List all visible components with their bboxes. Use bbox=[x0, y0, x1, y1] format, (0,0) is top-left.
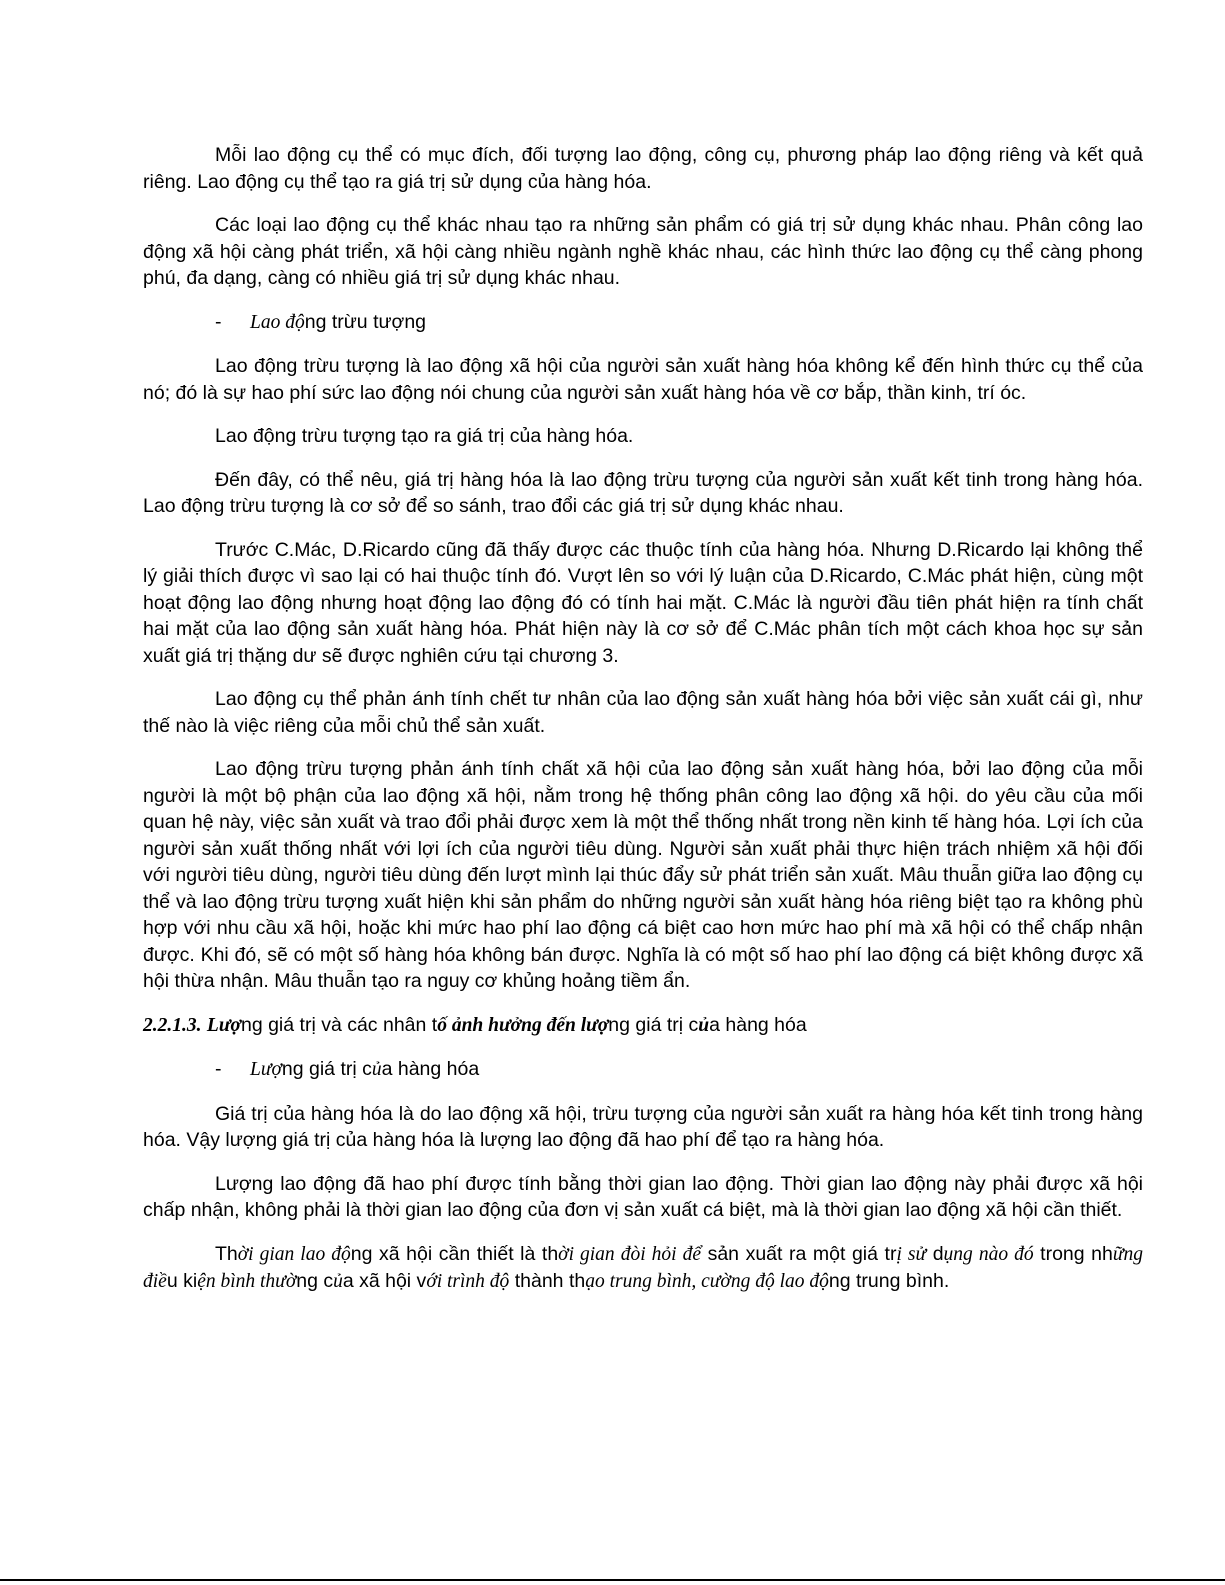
list-item-abstract-labor bbox=[143, 309, 1143, 337]
list-dash: - bbox=[215, 310, 222, 333]
paragraph-value-crystallized: Đến đây, có thể nêu, giá trị hàng hóa là lao động trừu tượng của người sản xuất kết tinh trong hàng hóa. Lao động trừu tượng là cơ sở để so sánh, trao đổi các giá trị sử dụng khác nhau. bbox=[143, 468, 1143, 517]
list-item-plain-part: a hàng hóa bbox=[381, 1058, 480, 1080]
paragraph-concrete-labor-types: Các loại lao động cụ thể khác nhau tạo ra những sản phẩm có giá trị sử dụng khác nhau. Phân công lao động xã hội càng phát triển, xã hội càng nhiều ngành nghề khác nhau, các hình thức lao động cụ thể càng phong phú, đa dạng, càng có nhiều giá trị sử dụng khác nhau. bbox=[143, 214, 1143, 289]
section-number: 2.2.1.3. bbox=[143, 1014, 202, 1036]
list-item-plain-part: ng giá trị c bbox=[281, 1058, 372, 1080]
list-item-italic-part: Lao độ bbox=[250, 311, 305, 333]
text-run: trong nh bbox=[1033, 1242, 1113, 1265]
text-run: d bbox=[926, 1242, 944, 1265]
paragraph-socially-necessary-time bbox=[143, 1241, 1143, 1296]
list-item-italic-part: Lượ bbox=[250, 1059, 282, 1080]
heading-part: ng giá trị c bbox=[608, 1013, 699, 1036]
paragraph-marx-ricardo: Trước C.Mác, D.Ricardo cũng đã thấy được các thuộc tính của hàng hóa. Nhưng D.Ricardo lại không thể lý giải thích được vì sao lại có hai thuộc tính đó. Vượt lên so với lý luận của D.Ricardo, C.Mác phát hiện, cùng một hoạt động lao động nhưng hoạt động lao động đó có tính hai mặt. C.Mác là người đầu tiên phát hiện ra tính chất hai mặt của lao động sản xuất hàng hóa. Phát hiện này là cơ sở để C.Mác phân tích một cách khoa học sự sản xuất giá trị thặng dư sẽ được nghiên cứu tại chương 3. bbox=[143, 538, 1143, 667]
paragraph-abstract-labor-definition: Lao động trừu tượng là lao động xã hội của người sản xuất hàng hóa không kể đến hình thức cụ thể của nó; đó là sự hao phí sức lao động nói chung của người sản xuất hàng hóa về cơ bắp, thần kinh, trí óc. bbox=[143, 355, 1143, 404]
text-run: Th bbox=[215, 1242, 238, 1265]
list-item-italic-part: ủ bbox=[371, 1059, 382, 1080]
text-run: sản xuất ra một giá tr bbox=[701, 1242, 897, 1265]
text-run: ị sử bbox=[896, 1243, 927, 1265]
text-run: thành th bbox=[509, 1270, 586, 1292]
paragraph-concrete-labor-purpose: Mỗi lao động cụ thể có mục đích, đối tượng lao động, công cụ, phương pháp lao động riêng và kết quả riêng. Lao động cụ thể tạo ra giá trị sử dụng của hàng hóa. bbox=[143, 144, 1143, 193]
text-run: ng xã hội cần thiết là th bbox=[350, 1242, 559, 1265]
list-item-value-magnitude bbox=[143, 1056, 1143, 1084]
text-run: ng trung bình. bbox=[828, 1270, 950, 1292]
heading-part: ủ bbox=[698, 1014, 710, 1036]
heading-part: Lượ bbox=[206, 1014, 241, 1036]
text-run: ững điề bbox=[143, 1243, 1143, 1292]
text-run: ời gian đòi hỏi để bbox=[558, 1243, 701, 1265]
text-run: ới trình độ bbox=[426, 1271, 510, 1292]
text-run: ủ bbox=[333, 1271, 343, 1292]
paragraph-private-character: Lao động cụ thể phản ánh tính chết tư nhân của lao động sản xuất hàng hóa bởi việc sản xuất cái gì, như thế nào là việc riêng của mỗi chủ thể sản xuất. bbox=[143, 688, 1143, 737]
paragraph-social-character: Lao động trừu tượng phản ánh tính chất xã hội của lao động sản xuất hàng hóa, bởi lao động của mỗi người là một bộ phận của lao động xã hội, nằm trong hệ thống phân công lao động xã hội. do yêu cầu của mối quan hệ này, việc sản xuất và trao đổi phải được xem là một thể thống nhất trong nền kinh tế hàng hóa. Lợi ích của người sản xuất thống nhất với lợi ích của người tiêu dùng. Người sản xuất phải thực hiện trách nhiệm xã hội đối với người tiêu dùng, người tiêu dùng đến lượt mình lại thúc đẩy sử phát triển sản xuất. Mâu thuẫn giữa lao động cụ thể và lao động trừu tượng xuất hiện khi sản phẩm do những người sản xuất hàng hóa riêng biệt tạo ra không phù hợp với nhu cầu xã hội, hoặc khi mức hao phí lao động cá biệt cao hơn mức hao phí mà xã hội có thể chấp nhận được. Khi đó, sẽ có một số hàng hóa không bán được. Nghĩa là có một số hao phí lao động cá biệt không được xã hội thừa nhận. Mâu thuẫn tạo ra nguy cơ khủng hoảng tiềm ẩn. bbox=[143, 758, 1143, 992]
paragraph-abstract-labor-value: Lao động trừu tượng tạo ra giá trị của hàng hóa. bbox=[215, 425, 634, 447]
list-item-plain-part: ng trừu tượng bbox=[304, 310, 427, 333]
document-page bbox=[143, 142, 1143, 1313]
heading-part: ng giá trị bbox=[240, 1013, 316, 1036]
paragraph-value-of-goods: Giá trị của hàng hóa là do lao động xã hội, trừu tượng của người sản xuất ra hàng hóa kết tinh trong hàng hóa. Vậy lượng giá trị của hàng hóa là lượng lao động đã hao phí để tạo ra hàng hóa. bbox=[143, 1102, 1143, 1151]
text-run: ời gian lao độ bbox=[237, 1243, 351, 1265]
heading-part: và các nhân t bbox=[315, 1013, 438, 1036]
heading-part: ố ảnh hưởng đến lượ bbox=[437, 1014, 609, 1036]
text-run: ện bình thườ bbox=[197, 1271, 297, 1292]
paragraph-labor-time: Lượng lao động đã hao phí được tính bằng thời gian lao động. Thời gian lao động này phải được xã hội chấp nhận, không phải là thời gian lao động của đơn vị sản xuất cá biệt, mà là thời gian lao động xã hội cần thiết. bbox=[143, 1172, 1143, 1221]
text-run: ng c bbox=[296, 1270, 334, 1292]
text-run: a xã hội v bbox=[342, 1270, 427, 1292]
list-dash: - bbox=[215, 1058, 222, 1080]
text-run: ạo trung bình, cường độ lao độ bbox=[585, 1271, 829, 1292]
text-run: u ki bbox=[166, 1270, 198, 1292]
text-run: ụng nào đó bbox=[943, 1243, 1034, 1265]
section-heading-2-2-1-3 bbox=[143, 1012, 1143, 1040]
page-bottom-border bbox=[0, 1579, 1225, 1581]
heading-part: a hàng hóa bbox=[709, 1013, 807, 1036]
